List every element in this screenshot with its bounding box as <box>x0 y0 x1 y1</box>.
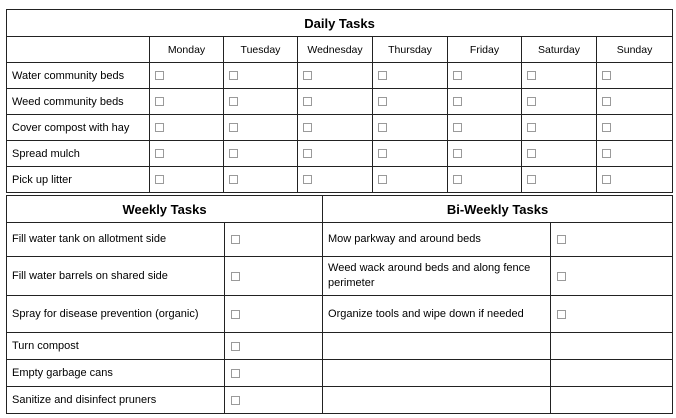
day-header-row <box>7 37 673 63</box>
checkbox[interactable] <box>155 123 164 132</box>
checkbox[interactable] <box>378 149 387 158</box>
checkbox[interactable] <box>229 123 238 132</box>
weekly-task-label: Turn compost <box>7 333 225 360</box>
task-row <box>7 296 673 333</box>
daily-task-label: Spread mulch <box>7 141 150 167</box>
checkbox[interactable] <box>303 71 312 80</box>
checkbox[interactable] <box>155 71 164 80</box>
day-header-thursday: Thursday <box>373 37 448 63</box>
weekly-task-label: Fill water barrels on shared side <box>7 257 225 296</box>
weekly-task-label: Empty garbage cans <box>7 360 225 387</box>
empty-cell <box>551 360 673 387</box>
checkbox[interactable] <box>229 97 238 106</box>
checkbox[interactable] <box>602 97 611 106</box>
weekly-tasks-title: Weekly Tasks <box>7 196 323 223</box>
checkbox[interactable] <box>453 123 462 132</box>
day-header-tuesday: Tuesday <box>224 37 298 63</box>
task-row <box>7 257 673 296</box>
daily-task-label: Weed community beds <box>7 89 150 115</box>
checkbox[interactable] <box>527 71 536 80</box>
task-row <box>7 387 673 414</box>
checkbox[interactable] <box>453 175 462 184</box>
daily-task-row <box>7 115 673 141</box>
checkbox[interactable] <box>602 149 611 158</box>
checkbox[interactable] <box>378 71 387 80</box>
checkbox[interactable] <box>378 175 387 184</box>
day-header-friday: Friday <box>448 37 522 63</box>
checkbox[interactable] <box>453 149 462 158</box>
daily-task-label: Water community beds <box>7 63 150 89</box>
biweekly-task-label: Mow parkway and around beds <box>323 223 551 257</box>
empty-cell <box>551 387 673 414</box>
checkbox[interactable] <box>557 272 566 281</box>
biweekly-tasks-title: Bi-Weekly Tasks <box>323 196 673 223</box>
daily-tasks-table <box>6 9 673 193</box>
checkbox[interactable] <box>378 97 387 106</box>
empty-cell <box>323 333 551 360</box>
day-header-saturday: Saturday <box>522 37 597 63</box>
task-column-header <box>7 37 150 63</box>
checkbox[interactable] <box>303 123 312 132</box>
empty-cell <box>323 387 551 414</box>
checkbox[interactable] <box>557 310 566 319</box>
checkbox[interactable] <box>303 175 312 184</box>
daily-tasks-title: Daily Tasks <box>7 10 673 37</box>
checkbox[interactable] <box>155 97 164 106</box>
checkbox[interactable] <box>527 123 536 132</box>
empty-cell <box>323 360 551 387</box>
checkbox[interactable] <box>527 175 536 184</box>
daily-task-label: Cover compost with hay <box>7 115 150 141</box>
task-row <box>7 223 673 257</box>
weekly-task-label: Fill water tank on allotment side <box>7 223 225 257</box>
checkbox[interactable] <box>378 123 387 132</box>
day-header-wednesday: Wednesday <box>298 37 373 63</box>
checkbox[interactable] <box>557 235 566 244</box>
checkbox[interactable] <box>231 310 240 319</box>
checkbox[interactable] <box>602 175 611 184</box>
checkbox[interactable] <box>527 149 536 158</box>
checkbox[interactable] <box>229 175 238 184</box>
checkbox[interactable] <box>453 97 462 106</box>
empty-cell <box>551 333 673 360</box>
daily-task-row <box>7 167 673 193</box>
checkbox[interactable] <box>453 71 462 80</box>
checkbox[interactable] <box>229 71 238 80</box>
checkbox[interactable] <box>602 71 611 80</box>
daily-task-label: Pick up litter <box>7 167 150 193</box>
weekly-task-label: Sanitize and disinfect pruners <box>7 387 225 414</box>
biweekly-task-label: Organize tools and wipe down if needed <box>323 296 551 333</box>
checkbox[interactable] <box>231 396 240 405</box>
checkbox[interactable] <box>303 97 312 106</box>
checkbox[interactable] <box>527 97 536 106</box>
daily-task-row <box>7 141 673 167</box>
weekly-task-label: Spray for disease prevention (organic) <box>7 296 225 333</box>
task-row <box>7 360 673 387</box>
checkbox[interactable] <box>231 342 240 351</box>
checkbox[interactable] <box>602 123 611 132</box>
task-row <box>7 333 673 360</box>
daily-task-row <box>7 63 673 89</box>
checkbox[interactable] <box>231 235 240 244</box>
daily-task-row <box>7 89 673 115</box>
day-header-sunday: Sunday <box>597 37 673 63</box>
checkbox[interactable] <box>155 149 164 158</box>
weekly-biweekly-table <box>6 195 673 414</box>
checkbox[interactable] <box>229 149 238 158</box>
checkbox[interactable] <box>231 369 240 378</box>
day-header-monday: Monday <box>150 37 224 63</box>
biweekly-task-label: Weed wack around beds and along fence perimeter <box>323 257 551 296</box>
checkbox[interactable] <box>231 272 240 281</box>
checkbox[interactable] <box>303 149 312 158</box>
checkbox[interactable] <box>155 175 164 184</box>
